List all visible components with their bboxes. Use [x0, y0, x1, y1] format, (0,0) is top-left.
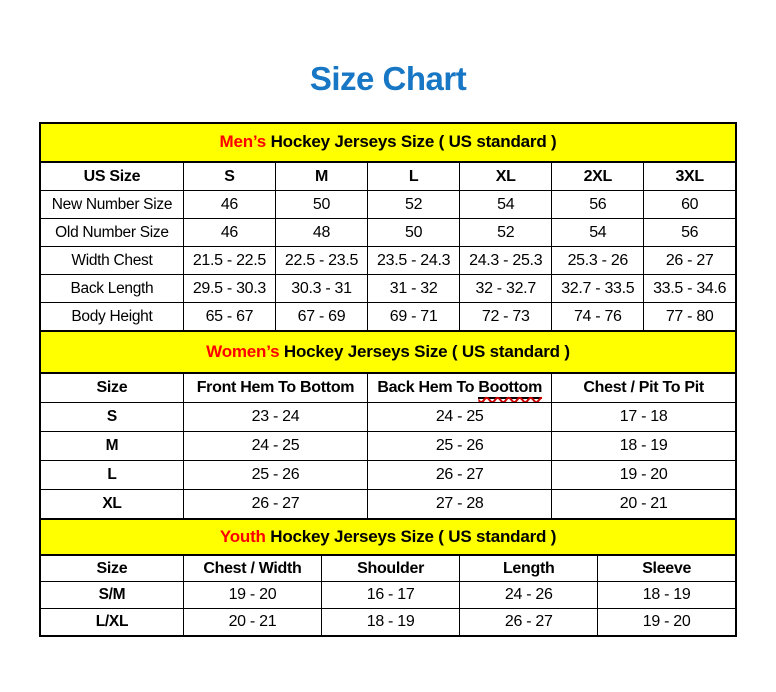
mens-header-cell: L [368, 162, 460, 191]
mens-header-cell: M [275, 162, 367, 191]
mens-data-row [40, 191, 736, 219]
mens-header-row [40, 162, 736, 191]
mens-value-cell: 72 - 73 [460, 303, 552, 331]
youth-value-cell: 19 - 20 [183, 582, 321, 609]
youth-header-cell: Size [40, 555, 183, 582]
mens-header-cell: US Size [40, 162, 183, 191]
mens-value-cell: 50 [368, 219, 460, 247]
mens-value-cell: 54 [460, 191, 552, 219]
mens-header-cell: XL [460, 162, 552, 191]
mens-value-cell: 30.3 - 31 [275, 275, 367, 303]
womens-table [39, 330, 737, 520]
mens-value-cell: 56 [552, 191, 644, 219]
mens-band-rest: Hockey Jerseys Size ( US standard ) [266, 132, 557, 152]
mens-data-row [40, 219, 736, 247]
mens-value-cell: 74 - 76 [552, 303, 644, 331]
mens-data-row [40, 303, 736, 331]
youth-table [39, 518, 737, 637]
size-tables [39, 122, 737, 637]
page-title: Size Chart [309, 60, 467, 97]
womens-band-accent: Women’s [206, 341, 280, 361]
mens-data-row [40, 247, 736, 275]
mens-header-cell: 2XL [552, 162, 644, 191]
mens-value-cell: 52 [368, 191, 460, 219]
youth-value-cell: 26 - 27 [460, 609, 598, 636]
mens-value-cell: 48 [275, 219, 367, 247]
womens-header-cell: Size [40, 373, 183, 403]
mens-value-cell: 23.5 - 24.3 [368, 247, 460, 275]
youth-value-cell: 19 - 20 [598, 609, 736, 636]
youth-header-row [40, 555, 736, 582]
mens-value-cell: 29.5 - 30.3 [183, 275, 275, 303]
youth-data-row [40, 582, 736, 609]
womens-value-cell: 25 - 26 [183, 461, 367, 490]
womens-header-row [40, 373, 736, 403]
womens-band-row [40, 331, 736, 373]
mens-value-cell: 26 - 27 [644, 247, 736, 275]
youth-value-cell: 18 - 19 [598, 582, 736, 609]
mens-value-cell: 46 [183, 219, 275, 247]
mens-row-label-cell: Width Chest [40, 247, 183, 275]
mens-row-label-cell: Body Height [40, 303, 183, 331]
womens-band-rest: Hockey Jerseys Size ( US standard ) [279, 341, 570, 361]
mens-value-cell: 52 [460, 219, 552, 247]
mens-header-cell: 3XL [644, 162, 736, 191]
youth-data-row [40, 609, 736, 636]
mens-band-accent: Men’s [219, 132, 267, 152]
womens-value-cell: 23 - 24 [183, 403, 367, 432]
womens-value-cell: 26 - 27 [183, 490, 367, 519]
youth-band-row [40, 519, 736, 555]
womens-band-title [40, 331, 736, 373]
youth-value-cell: 18 - 19 [322, 609, 460, 636]
mens-band-title [40, 123, 736, 162]
youth-band-title [40, 519, 736, 555]
youth-header-cell: Chest / Width [183, 555, 321, 582]
mens-value-cell: 21.5 - 22.5 [183, 247, 275, 275]
mens-value-cell: 77 - 80 [644, 303, 736, 331]
mens-value-cell: 25.3 - 26 [552, 247, 644, 275]
mens-value-cell: 22.5 - 23.5 [275, 247, 367, 275]
youth-row-label-cell: S/M [40, 582, 183, 609]
mens-value-cell: 54 [552, 219, 644, 247]
mens-value-cell: 56 [644, 219, 736, 247]
mens-value-cell: 60 [644, 191, 736, 219]
mens-value-cell: 67 - 69 [275, 303, 367, 331]
mens-row-label-cell: Back Length [40, 275, 183, 303]
mens-value-cell: 32.7 - 33.5 [552, 275, 644, 303]
youth-band-accent: Youth [219, 526, 266, 546]
womens-data-row [40, 403, 736, 432]
youth-row-label-cell: L/XL [40, 609, 183, 636]
womens-value-cell: 17 - 18 [552, 403, 736, 432]
womens-row-label-cell: S [40, 403, 183, 432]
womens-value-cell: 26 - 27 [368, 461, 552, 490]
mens-value-cell: 65 - 67 [183, 303, 275, 331]
mens-row-label-cell: New Number Size [40, 191, 183, 219]
youth-value-cell: 20 - 21 [183, 609, 321, 636]
womens-row-label-cell: XL [40, 490, 183, 519]
womens-value-cell: 27 - 28 [368, 490, 552, 519]
mens-header-cell: S [183, 162, 275, 191]
mens-value-cell: 32 - 32.7 [460, 275, 552, 303]
womens-header-cell: Chest / Pit To Pit [552, 373, 736, 403]
mens-value-cell: 69 - 71 [368, 303, 460, 331]
mens-value-cell: 24.3 - 25.3 [460, 247, 552, 275]
womens-value-cell: 19 - 20 [552, 461, 736, 490]
womens-value-cell: 20 - 21 [552, 490, 736, 519]
mens-value-cell: 46 [183, 191, 275, 219]
womens-header-cell: Front Hem To Bottom [183, 373, 367, 403]
youth-header-cell: Sleeve [598, 555, 736, 582]
womens-data-row [40, 490, 736, 519]
womens-data-row [40, 461, 736, 490]
mens-row-label-cell: Old Number Size [40, 219, 183, 247]
mens-value-cell: 33.5 - 34.6 [644, 275, 736, 303]
womens-value-cell: 25 - 26 [368, 432, 552, 461]
womens-value-cell: 24 - 25 [368, 403, 552, 432]
mens-band-row [40, 123, 736, 162]
womens-value-cell: 18 - 19 [552, 432, 736, 461]
womens-row-label-cell: M [40, 432, 183, 461]
youth-value-cell: 24 - 26 [460, 582, 598, 609]
youth-band-rest: Hockey Jerseys Size ( US standard ) [265, 526, 557, 546]
youth-value-cell: 16 - 17 [322, 582, 460, 609]
mens-value-cell: 31 - 32 [368, 275, 460, 303]
womens-value-cell: 24 - 25 [183, 432, 367, 461]
womens-header-cell: Back Hem To Boottom [368, 373, 552, 403]
mens-value-cell: 50 [275, 191, 367, 219]
womens-row-label-cell: L [40, 461, 183, 490]
youth-header-cell: Shoulder [322, 555, 460, 582]
misspelled-word-underline: Boottom [478, 378, 542, 399]
mens-table [39, 122, 737, 332]
youth-header-cell: Length [460, 555, 598, 582]
mens-data-row [40, 275, 736, 303]
womens-data-row [40, 432, 736, 461]
